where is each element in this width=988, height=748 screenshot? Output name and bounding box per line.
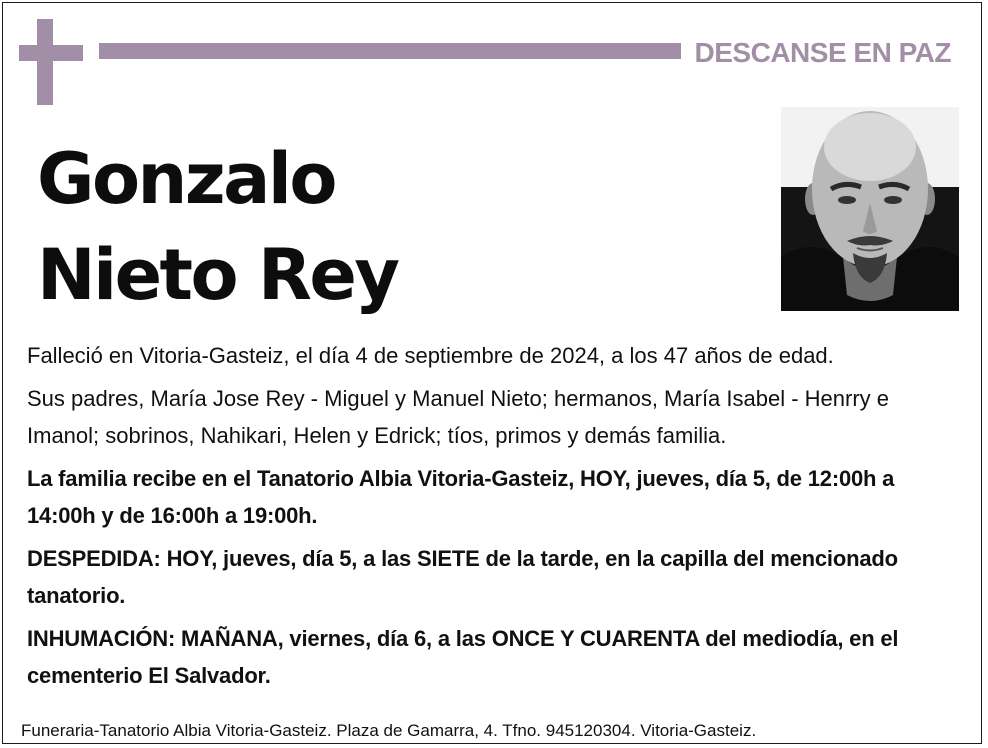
portrait-photo: [781, 107, 959, 311]
funeral-home-footer: Funeraria-Tanatorio Albia Vitoria-Gasteiz. Plaza de Gamarra, 4. Tfno. 945120304. Vitoria-Gasteiz.: [21, 721, 757, 740]
cross-icon-arm: [19, 45, 83, 61]
first-name: Gonzalo: [37, 138, 335, 220]
death-paragraph: Falleció en Vitoria-Gasteiz, el día 4 de septiembre de 2024, a los 47 años de edad.: [27, 343, 834, 368]
burial-paragraph: INHUMACIÓN: MAÑANA, viernes, día 6, a las ONCE Y CUARENTA del mediodía, en el cementerio El Salvador.: [27, 626, 899, 688]
obituary-notice: [2, 2, 982, 744]
family-paragraph: Sus padres, María Jose Rey - Miguel y Manuel Nieto; hermanos, María Isabel - Henrry e Imanol; sobrinos, Nahikari, Helen y Edrick; tíos, primos y demás familia.: [27, 386, 890, 448]
header-band: [99, 43, 681, 59]
farewell-paragraph: DESPEDIDA: HOY, jueves, día 5, a las SIETE de la tarde, en la capilla del mencionado tanatorio.: [27, 546, 898, 608]
header-title: DESCANSE EN PAZ: [694, 37, 951, 68]
reception-paragraph: La familia recibe en el Tanatorio Albia Vitoria-Gasteiz, HOY, jueves, día 5, de 12:00h a 14:00h y de 16:00h a 19:00h.: [27, 466, 895, 528]
surnames: Nieto Rey: [37, 234, 398, 316]
cross-icon: [37, 19, 53, 105]
deceased-name: [37, 131, 397, 323]
notice-body: [27, 337, 967, 694]
